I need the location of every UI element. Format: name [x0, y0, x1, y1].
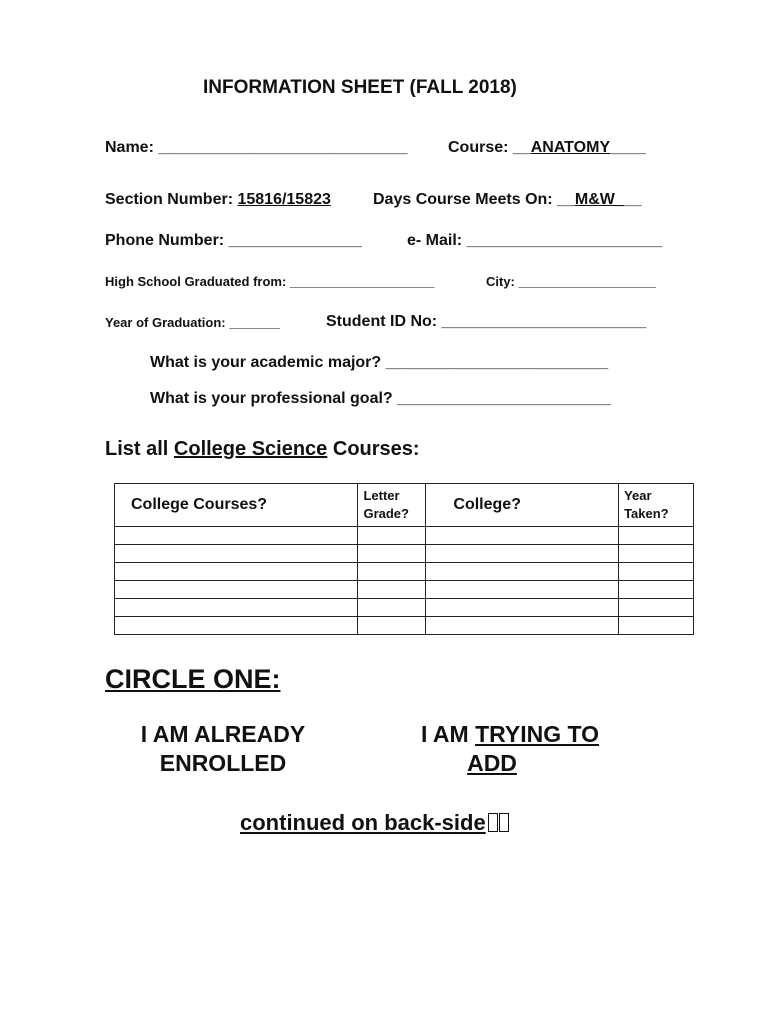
city-field[interactable] — [486, 274, 656, 289]
days-suffix: __ — [623, 191, 642, 208]
continued-text: continued on back-side — [240, 810, 486, 835]
table-cell[interactable] — [358, 545, 426, 563]
section-field — [105, 191, 331, 209]
table-cell[interactable] — [426, 581, 619, 599]
table-cell[interactable] — [115, 581, 358, 599]
page-title: INFORMATION SHEET (FALL 2018) — [203, 77, 517, 98]
table-cell[interactable] — [358, 563, 426, 581]
course-label: Course: — [448, 139, 509, 156]
header-college-courses: College Courses? — [115, 484, 358, 527]
name-field[interactable] — [105, 139, 408, 157]
table-cell[interactable] — [426, 599, 619, 617]
city-label: City: — [486, 274, 515, 289]
course-value: ANATOMY — [530, 139, 611, 156]
days-value: M&W_ — [574, 191, 624, 208]
courses-heading-suffix: Courses: — [327, 438, 420, 460]
table-cell[interactable] — [426, 545, 619, 563]
phone-label: Phone Number: — [105, 232, 225, 249]
table-cell[interactable] — [115, 599, 358, 617]
table-cell[interactable] — [619, 581, 694, 599]
courses-heading-emphasis: College Science — [173, 438, 328, 460]
table-cell[interactable] — [426, 617, 619, 635]
table-cell[interactable] — [358, 599, 426, 617]
option-already-enrolled-line2: ENROLLED — [159, 750, 287, 776]
option-trying-to-add-line1 — [400, 720, 620, 749]
table-row — [115, 581, 694, 599]
circle-one-heading: CIRCLE ONE: — [105, 664, 281, 694]
header-year-taken-line2: Taken? — [624, 506, 669, 521]
table-cell[interactable] — [619, 563, 694, 581]
table-cell[interactable] — [426, 527, 619, 545]
email-blank[interactable]: ______________________ — [466, 232, 663, 249]
goal-field[interactable] — [150, 390, 611, 408]
header-college: College? — [426, 484, 619, 527]
table-header-row — [115, 484, 694, 527]
table-row — [115, 599, 694, 617]
option-trying-to-add-emphasis: TRYING TO — [475, 721, 600, 747]
phone-field[interactable] — [105, 232, 362, 250]
table-row — [115, 527, 694, 545]
header-letter-grade-line1: Letter — [363, 488, 400, 503]
city-blank[interactable]: ___________________ — [518, 274, 656, 289]
days-prefix: __ — [557, 191, 575, 208]
days-field — [373, 191, 642, 209]
gradyear-field[interactable] — [105, 315, 280, 330]
studentid-blank[interactable]: _______________________ — [441, 313, 647, 330]
table-cell[interactable] — [115, 545, 358, 563]
table-cell[interactable] — [358, 617, 426, 635]
header-year-taken-line1: Year — [624, 488, 652, 503]
section-value: 15816/15823 — [237, 191, 331, 208]
table-cell[interactable] — [619, 545, 694, 563]
course-suffix: ____ — [610, 139, 646, 156]
gradyear-label: Year of Graduation: — [105, 315, 226, 330]
course-field — [448, 139, 646, 157]
highschool-label: High School Graduated from: — [105, 274, 287, 289]
major-blank[interactable]: _________________________ — [385, 354, 609, 371]
section-label: Section Number: — [105, 191, 234, 208]
studentid-label: Student ID No: — [326, 313, 438, 330]
days-label: Days Course Meets On: — [373, 191, 553, 208]
option-already-enrolled-line1: I AM ALREADY — [140, 721, 306, 747]
studentid-field[interactable] — [326, 313, 646, 331]
header-letter-grade-line2: Grade? — [363, 506, 409, 521]
table-row — [115, 545, 694, 563]
table-cell[interactable] — [619, 599, 694, 617]
major-field[interactable] — [150, 354, 608, 372]
highschool-blank[interactable]: ____________________ — [289, 274, 435, 289]
gradyear-blank[interactable]: _______ — [229, 315, 280, 330]
header-letter-grade — [358, 484, 426, 527]
continued-note — [240, 810, 509, 836]
option-trying-to-add-prefix: I AM — [420, 721, 476, 747]
courses-heading — [105, 438, 420, 461]
table-row — [115, 563, 694, 581]
table-cell[interactable] — [115, 563, 358, 581]
table-cell[interactable] — [115, 617, 358, 635]
table-row — [115, 617, 694, 635]
courses-table — [114, 483, 694, 635]
table-cell[interactable] — [619, 527, 694, 545]
option-already-enrolled[interactable] — [128, 720, 318, 778]
option-trying-to-add[interactable] — [400, 720, 620, 778]
name-blank[interactable]: ____________________________ — [158, 139, 408, 156]
course-prefix: __ — [512, 139, 531, 156]
header-year-taken — [619, 484, 694, 527]
table-cell[interactable] — [619, 617, 694, 635]
goal-label: What is your professional goal? — [150, 390, 393, 407]
highschool-field[interactable] — [105, 274, 435, 289]
missing-glyph-icon — [499, 813, 509, 832]
option-trying-to-add-line2: ADD — [467, 750, 517, 776]
phone-blank[interactable]: _______________ — [228, 232, 363, 249]
table-cell[interactable] — [426, 563, 619, 581]
goal-blank[interactable]: ________________________ — [397, 390, 611, 407]
table-cell[interactable] — [358, 527, 426, 545]
missing-glyph-icon — [488, 813, 498, 832]
email-label: e- Mail: — [407, 232, 463, 249]
name-label: Name: — [105, 139, 154, 156]
table-cell[interactable] — [358, 581, 426, 599]
table-cell[interactable] — [115, 527, 358, 545]
courses-heading-prefix: List all — [105, 438, 174, 460]
major-label: What is your academic major? — [150, 354, 382, 371]
email-field[interactable] — [407, 232, 662, 250]
